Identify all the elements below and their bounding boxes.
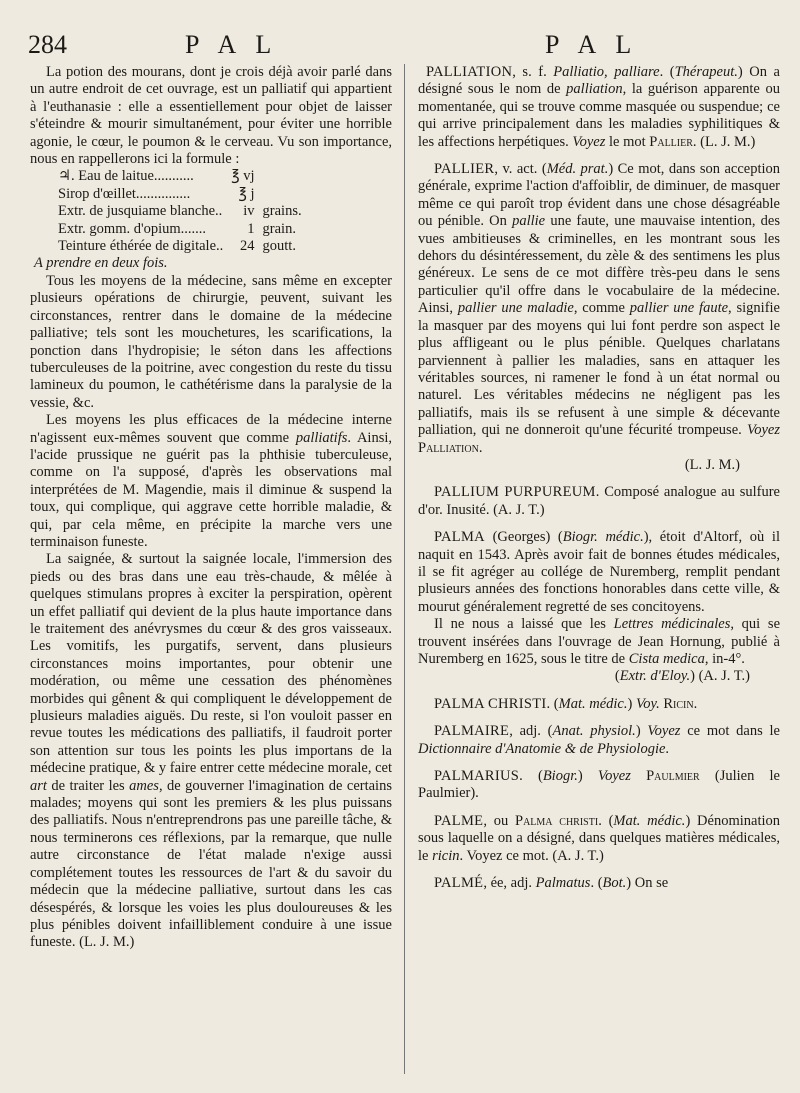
ingredient-qty: 24 xyxy=(240,238,255,255)
ingredient-name: ♃. Eau de laitue........... xyxy=(58,168,194,185)
cross-reference: Voyez xyxy=(572,133,606,150)
page-header xyxy=(0,30,800,64)
cross-reference: Voyez xyxy=(597,768,631,785)
headword: PALLIATION xyxy=(426,64,513,80)
headword: PALMARIUS xyxy=(434,768,520,785)
ingredient-qty: ℥ vj xyxy=(231,168,255,185)
entry-palmaire: PALMAIRE, adj. (Anat. physiol.) Voyez ce mot dans le Dictionnaire d'Anatomie & de Physiologie. xyxy=(418,723,780,757)
ingredient-unit: goutt. xyxy=(262,238,296,255)
formula-row xyxy=(58,203,302,220)
right-column xyxy=(418,64,780,892)
ingredient-unit xyxy=(255,168,302,185)
formula-row xyxy=(58,221,302,238)
paragraph-moyens: Tous les moyens de la médecine, sans même en excepter plusieurs opérations de chirurgie, peuvent, suivant les circonstances, rentrer dans le domaine de la médecine palliative; tels sont les mouchetures, les scarifications, la ponction dans l'hydropisie; le séton dans les affections tuberculeuses de la poitrine, avec congestion du reste du tissu lamineux du poumon, le cathétérisme dans la paralysie de la vessie, &c. xyxy=(30,272,392,411)
ingredient-unit: grain. xyxy=(262,220,296,237)
entry-palme-adj: PALMÉ, ée, adj. Palmatus. (Bot.) On se xyxy=(434,875,669,892)
cross-reference: Voy. xyxy=(635,695,660,712)
headword: PALMA xyxy=(434,529,485,546)
headword: PALMAIRE xyxy=(434,723,510,740)
running-head-left: P A L xyxy=(185,30,279,59)
entry-palma-christi: PALMA CHRISTI. (Mat. médic.) Voy. Ricin. xyxy=(434,695,698,712)
ingredient-qty: ℥ j xyxy=(238,185,255,202)
headword: PALMÉ xyxy=(434,875,484,892)
source-reference: Extr. d'Eloy. xyxy=(619,668,691,685)
entry-pallium: PALLIUM PURPUREUM. Composé analogue au sulfure d'or. Inusité. (A. J. T.) xyxy=(418,484,780,518)
cross-reference: Voyez xyxy=(647,723,681,740)
formula-row xyxy=(58,168,302,185)
paragraph-potion: La potion des mourans, dont je crois déjà avoir parlé dans un autre endroit de cet ouvrage, est un palliatif qui appartient à l'euthanasie : elle a essentiellement pour objet de laisser s'éteindre & mourir simultanément, pour éviter une horrible agonie, le cœur, le poumon & le cerveau. Vu son importance, nous en rappellerons ici la formule : xyxy=(30,64,392,168)
entry-palme: PALME, ou Palma christi. (Mat. médic.) Dénomination sous laquelle on a désigné, dans quelques matières médicales, le ricin. Voyez ce mot. (A. J. T.) xyxy=(418,812,780,864)
ingredient-qty: iv xyxy=(243,203,255,220)
left-column xyxy=(30,64,392,952)
entry-palliation: PALLIATION, s. f. Palliatio, palliare. (Thérapeut.) On a désigné sous le nom de palliation, la guérison apparente ou momentanée, qui se trouve comme masquée ou suspendue; ce qui arrive principalement dans les maladies syphilitiques & les affections herpétiques. Voyez le mot Pallier. (L. J. M.) xyxy=(418,64,780,150)
ingredient-unit xyxy=(255,186,302,203)
ingredient-unit: grains. xyxy=(262,203,302,220)
author-signature: ) (A. J. T.) xyxy=(690,668,750,685)
author-signature: (L. J. M.) xyxy=(684,456,740,473)
entry-palmarius: PALMARIUS. (Biogr.) Voyez Paulmier (Julien le Paulmier). xyxy=(418,768,780,802)
ingredient-name: Extr. de jusquiame blanche.. xyxy=(58,203,223,220)
ingredient-name: Teinture éthérée de digitale.. xyxy=(58,238,224,255)
author-signature: (L. J. M.) xyxy=(79,934,135,951)
paragraph-saignee: La saignée, & surtout la saignée locale, l'immersion des pieds ou des bras dans une eau très-chaude, & mêlée à quelques stimulans propres à exciter la perspiration, opèrent un effet palliatif qui devient de la plus haute importance dans le traitement des anévrysmes du cœur & des gros vaisseaux. Les vomitifs, les purgatifs, servent, dans plusieurs circonstances moins importantes, pour obtenir une modération, ou même une cessation des phénomènes morbides qui gênent & qui compliquent le développement de plusieurs maladies aiguës. Du reste, si l'on vouloit passer en revue toutes les médications des palliatifs, il faudroit porter son attention sur tous les points les plus importans de la médecine pratique, & y faire entrer cette médecine morale, cet art de traiter les ames, de gouverner l'imagination de certains malades; moyens qui sont les premiers & les plus puissans des palliatifs. Nous n'entreprendrons pas une pareille tâche, & nous terminerons ces réflexions, par la remarque, que nulle autre circonstance de l'état malade n'exige aussi complétement toutes les ressources de l'art & du savoir du médecin que la médecine palliative, surtout dans les cas désespérés, & lorsque les voies les plus douloureuses & les plus pénibles doivent infailliblement conduire à une issue funeste. (L. J. M.) xyxy=(30,551,392,951)
cross-reference: Voyez xyxy=(746,422,780,439)
entry-palma: PALMA (Georges) (Biogr. médic.), étoit d'Altorf, où il naquit en 1543. Après avoir fait de bonnes études médicales, il se fit agréger au collége de Nuremberg, remplit pendant plusieurs années des fonctions honorables dans cette ville, & mourut généralement regretté de ses concitoyens. Il ne nous a laissé que les Lettres médicinales, qui se trouvent insérées dans l'ouvrage de Jean Hornung, publié à Nuremberg en 1625, sous le titre de Cista medica, in-4°. (Extr. d'Eloy.) (A. J. T.) xyxy=(418,529,781,685)
column-divider xyxy=(404,64,405,1074)
dose-instruction: A prendre en deux fois. xyxy=(34,255,168,272)
ingredient-name: Extr. gomm. d'opium....... xyxy=(58,220,207,237)
ingredient-name: Sirop d'œillet............... xyxy=(58,185,191,202)
paragraph-interne: Les moyens les plus efficaces de la médecine interne n'agissent eux-mêmes souvent que comme palliatifs. Ainsi, l'acide prussique ne guérit pas la phthisie tuberculeuse, comme on l'a supposé, d'après les observations mal interprétées de M. Magendie, mais il diminue & suspend la toux, qui complique, qui aggrave cette horrible maladie, & qui, par cela même, en précipite la marche vers une terminaison funeste. xyxy=(30,412,392,550)
formula-row xyxy=(58,238,302,255)
page-number: 284 xyxy=(28,30,67,59)
formula-row xyxy=(58,186,302,203)
ingredient-qty: 1 xyxy=(247,220,255,237)
headword: PALME xyxy=(434,812,484,829)
entry-pallier: PALLIER, v. act. (Méd. prat.) Ce mot, dans son acception générale, exprime l'action d'affoiblir, de diminuer, de masquer même ce qui paroît trop évident dans une chose désagréable ou pénible. On pallie une faute, une mauvaise intention, des vues ambitieuses & criminelles, en les montrant sous les dehors du désintéressement, du zèle & des sentimens les plus généreux. Le sens de ce mot diffère très-peu dans le sens particulier qu'il offre dans le vocabulaire de la médecine. Ainsi, pallier une maladie, comme pallier une faute, signifie la masquer par des moyens qui lui font perdre son aspect le plus affligeant ou le plus pénible. Quelques charlatans parviennent à pallier les maladies, sans en attaquer les véritables sources, ni ramener le fond à un état normal ou naturel. Les véritables médecins ne négligent pas les palliatifs, mais ils se refusent à une simple & décevante palliation, qui ne donneroit qu'une fécurité trompeuse. Voyez Palliation. (L. J. M.) xyxy=(418,161,781,473)
headword: PALLIER xyxy=(434,161,495,178)
formula-table xyxy=(58,168,302,255)
headword: PALLIUM PURPUREUM xyxy=(434,484,596,501)
running-head-right: P A L xyxy=(545,30,639,59)
headword: PALMA CHRISTI xyxy=(434,695,547,712)
